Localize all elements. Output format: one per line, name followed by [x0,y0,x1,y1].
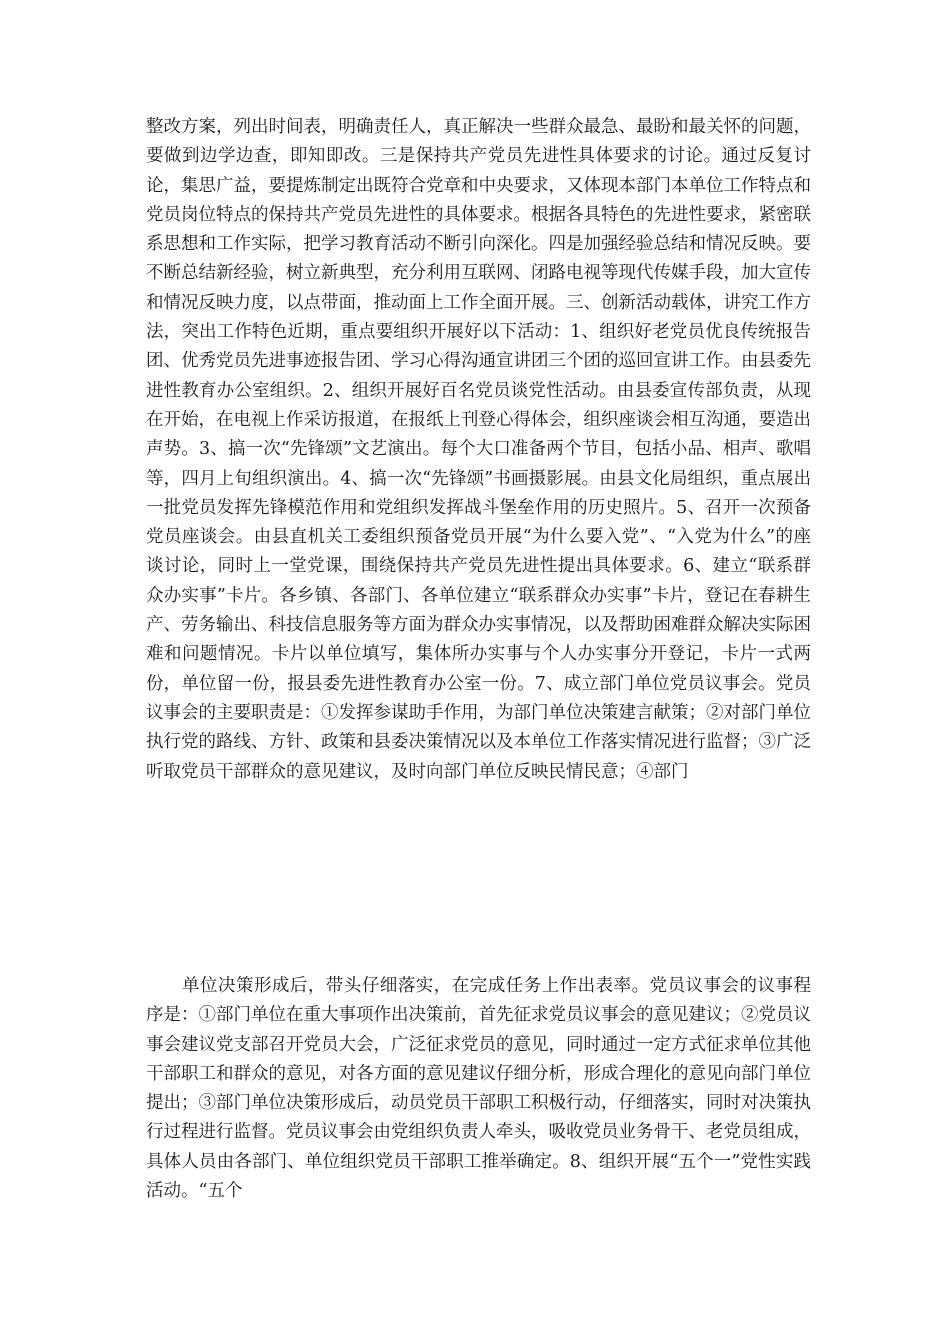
body-paragraph-1: 整改方案，列出时间表，明确责任人，真正解决一些群众最急、最盼和最关怀的问题，要做到边学边查，即知即改。三是保持共产党员先进性具体要求的讨论。通过反复讨论，集思广益，要提炼制定出既符合党章和中央要求，又体现本部门本单位工作特点和党员岗位特点的保持共产党员先进性的具体要求。根据各具特色的先进性要求，紧密联系思想和工作实际，把学习教育活动不断引向深化。四是加强经验总结和情况反映。要不断总结新经验，树立新典型，充分利用互联网、闭路电视等现代传媒手段，加大宣传和情况反映力度，以点带面，推动面上工作全面开展。三、创新活动载体，讲究工作方法，突出工作特色近期，重点要组织开展好以下活动：1、组织好老党员优良传统报告团、优秀党员先进事迹报告团、学习心得沟通宣讲团三个团的巡回宣讲工作。由县委先进性教育办公室组织。2、组织开展好百名党员谈党性活动。由县委宣传部负责，从现在开始，在电视上作采访报道，在报纸上刊登心得体会，组织座谈会相互沟通，要造出声势。3、搞一次“先锋颂”文艺演出。每个大口准备两个节目，包括小品、相声、歌唱等，四月上旬组织演出。4、搞一次“先锋颂”书画摄影展。由县文化局组织，重点展出一批党员发挥先锋模范作用和党组织发挥战斗堡垒作用的历史照片。5、召开一次预备党员座谈会。由县直机关工委组织预备党员开展“为什么要入党”、“入党为什么”的座谈讨论，同时上一堂党课，围绕保持共产党员先进性提出具体要求。6、建立“联系群众办实事”卡片。各乡镇、各部门、各单位建立“联系群众办实事”卡片，登记在春耕生产、劳务输出、科技信息服务等方面为群众办实事情况，以及帮助困难群众解决实际困难和问题情况。卡片以单位填写，集体所办实事与个人办实事分开登记，卡片一式两份，单位留一份，报县委先进性教育办公室一份。7、成立部门单位党员议事会。党员议事会的主要职责是：①发挥参谋助手作用，为部门单位决策建言献策；②对部门单位执行党的路线、方针、政策和县委决策情况以及本单位工作落实情况进行监督；③广泛听取党员干部群众的意见建议，及时向部门单位反映民情民意；④部门 [146,117,811,782]
body-paragraph-2: 单位决策形成后，带头仔细落实，在完成任务上作出表率。党员议事会的议事程序是：①部门单位在重大事项作出决策前，首先征求党员议事会的意见建议；②党员议事会建议党支部召开党员大会，广泛征求党员的意见，同时通过一定方式征求单位其他干部职工和群众的意见，对各方面的意见建议仔细分析，形成合理化的意见向部门单位提出；③部门单位决策形成后，动员党员干部职工积极行动，仔细落实，同时对决策执行过程进行监督。党员议事会由党组织负责人牵头，吸收党员业务骨干、老党员组成，具体人员由各部门、单位组织党员干部职工推举确定。8、组织开展“五个一”党性实践活动。“五个 [146,976,811,1202]
